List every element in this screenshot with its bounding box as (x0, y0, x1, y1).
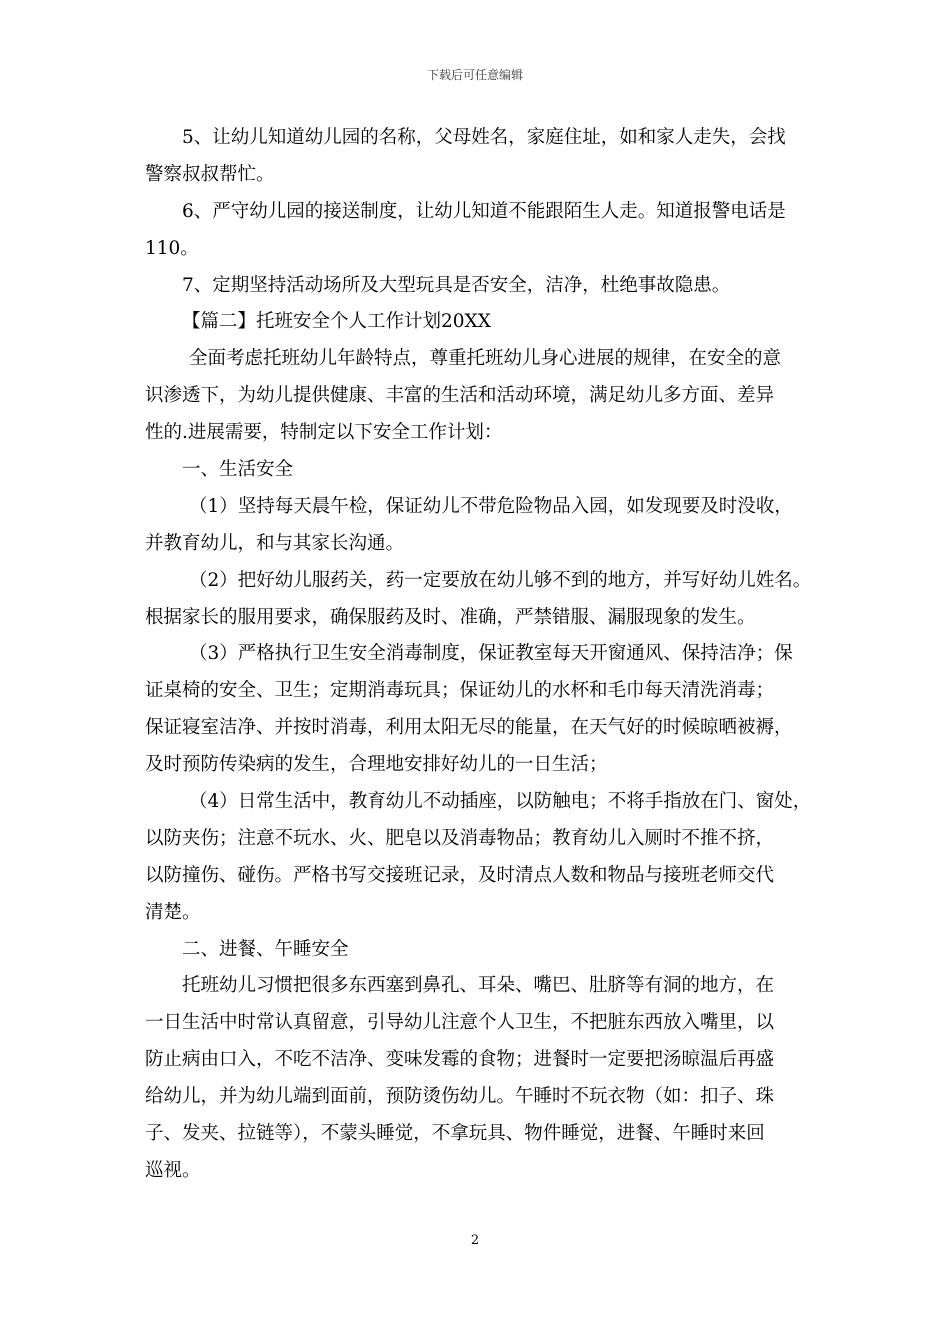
document-body (145, 120, 825, 1190)
page-header: 下载后可任意编辑 (426, 68, 523, 82)
text-line: 性的.进展需要，特制定以下安全工作计划： (145, 422, 503, 444)
text-line: 7、定期坚持活动场所及大型玩具是否安全，洁净，杜绝事故隐患。 (182, 274, 731, 296)
text-line: 及时预防传染病的发生，合理地安排好幼儿的一日生活； (145, 754, 608, 776)
text-line: 5、让幼儿知道幼儿园的名称，父母姓名，家庭住址，如和家人走失，会找 (182, 127, 786, 148)
text-line: 根据家长的服用要求，确保服药及时、准确，严禁错服、漏服现象的发生。 (145, 606, 756, 628)
text-line: 清楚。 (145, 901, 201, 923)
text-line: 托班幼儿习惯把很多东西塞到鼻孔、耳朵、嘴巴、肚脐等有洞的地方，在 (182, 975, 775, 997)
text-line: 【篇二】托班安全个人工作计划20XX (182, 311, 491, 333)
text-line: 以防撞伤、碰伤。严格书写交接班记录，及时清点人数和物品与接班老师交代 (145, 864, 775, 886)
text-line: 识渗透下，为幼儿提供健康、丰富的生活和活动环境，满足幼儿多方面、差异 (145, 385, 775, 407)
text-line: 保证寝室洁净、并按时消毒，利用太阳无尽的能量，在天气好的时候晾晒被褥， (145, 717, 793, 739)
text-line: （3）严格执行卫生安全消毒制度，保证教室每天开窗通风、保持洁净；保 (189, 643, 793, 665)
text-line: 巡视。 (145, 1159, 201, 1181)
text-line: 二、进餐、午睡安全 (182, 938, 349, 960)
text-line: （4）日常生活中，教育幼儿不动插座，以防触电；不将手指放在门、窗处， (189, 791, 812, 813)
text-line: 防止病由口入，不吃不洁净、变味发霉的食物；进餐时一定要把汤晾温后再盛 (145, 1049, 775, 1071)
text-line: 6、严守幼儿园的接送制度，让幼儿知道不能跟陌生人走。知道报警电话是 (182, 200, 786, 222)
text-line: 给幼儿，并为幼儿端到面前，预防烫伤幼儿。午睡时不玩衣物（如：扣子、珠 (145, 1086, 775, 1108)
text-line: 并教育幼儿，和与其家长沟通。 (145, 532, 405, 554)
text-line: 一日生活中时常认真留意，引导幼儿注意个人卫生，不把脏东西放入嘴里，以 (145, 1012, 775, 1034)
text-line: 子、发夹、拉链等），不蒙头睡觉，不拿玩具、物件睡觉，进餐、午睡时来回 (145, 1123, 765, 1145)
text-line: 110。 (145, 237, 199, 259)
text-line: 以防夹伤；注意不玩水、火、肥皂以及消毒物品；教育幼儿入厕时不推不挤， (145, 827, 775, 849)
text-line: 全面考虑托班幼儿年龄特点，尊重托班幼儿身心进展的规律，在安全的意 (189, 348, 782, 370)
text-line: 证桌椅的安全、卫生；定期消毒玩具；保证幼儿的水杯和毛巾每天清洗消毒； (145, 680, 775, 702)
text-line: （2）把好幼儿服药关，药一定要放在幼儿够不到的地方，并写好幼儿姓名。 (189, 569, 812, 591)
page-number: 2 (470, 1233, 480, 1248)
text-line: （1）坚持每天晨午检，保证幼儿不带危险物品入园，如发现要及时没收， (189, 495, 793, 517)
text-line: 一、生活安全 (182, 459, 294, 481)
text-line: 警察叔叔帮忙。 (145, 163, 275, 185)
